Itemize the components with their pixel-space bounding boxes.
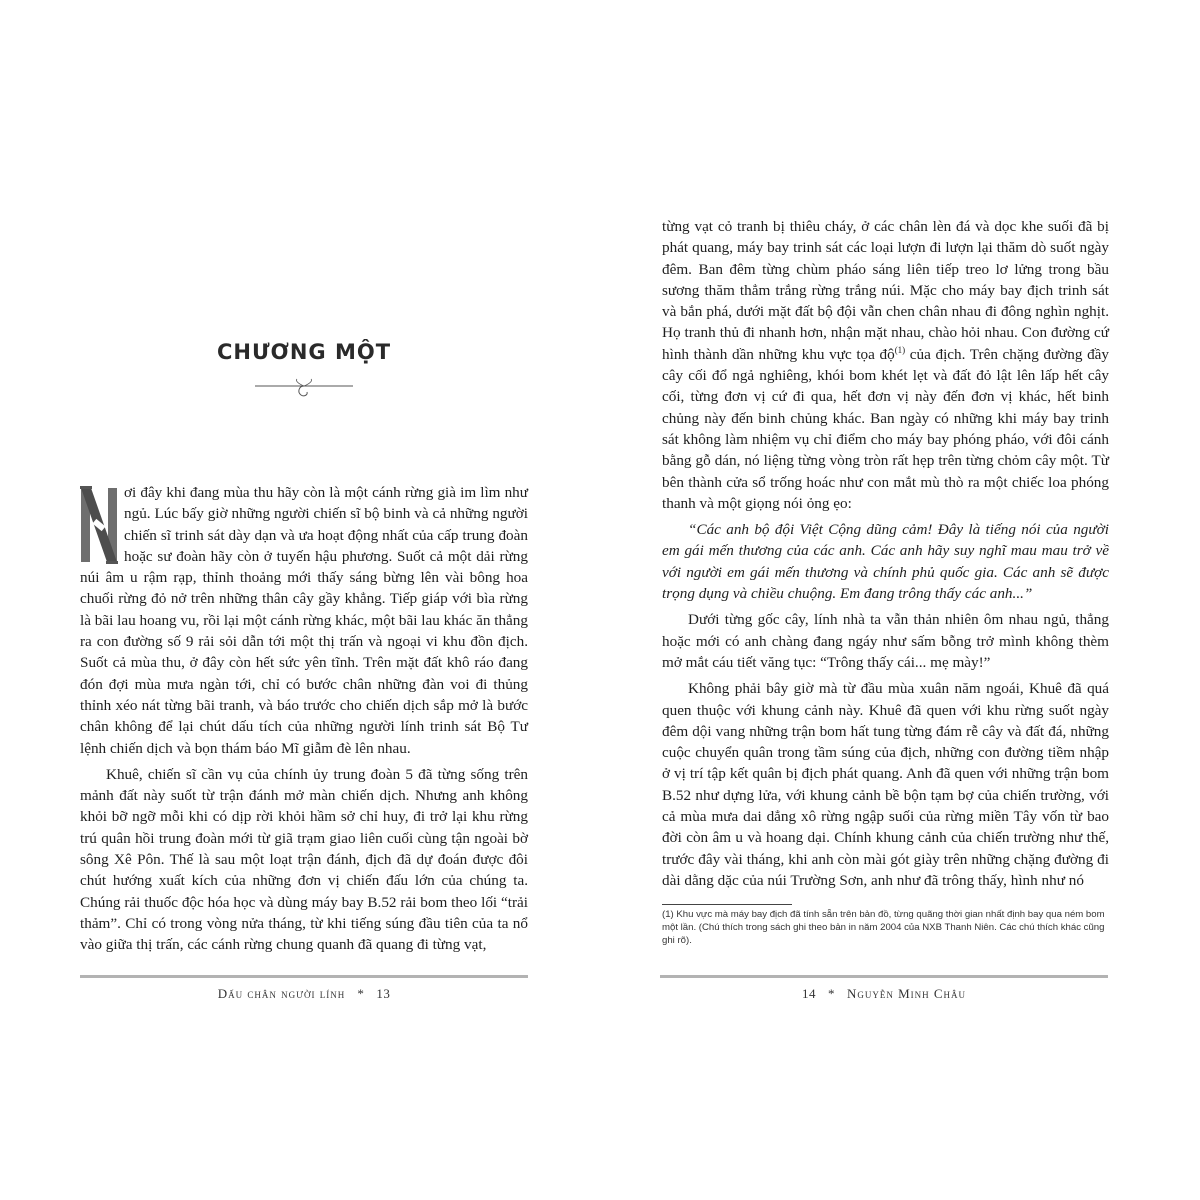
left-body-text bbox=[80, 482, 528, 961]
footer-rule bbox=[660, 975, 1108, 978]
quote-paragraph: “Các anh bộ đội Việt Cộng dũng cảm! Đây là tiếng nói của người em gái mến thương của các anh. Các anh hãy suy nghĩ mau mau trở về với người em gái mến thương và chính phủ quốc gia. Các anh sẽ được trọng dụng và chiều chuộng. Em đang trông thấy các anh...” bbox=[662, 521, 1109, 603]
footer-rule bbox=[80, 975, 528, 978]
right-page bbox=[600, 0, 1200, 1200]
chapter-title: CHƯƠNG MỘT bbox=[216, 340, 392, 364]
right-body-text bbox=[662, 216, 1109, 896]
footer-left bbox=[80, 986, 528, 1002]
separator-star: * bbox=[357, 986, 365, 1001]
paragraph: Không phải bây giờ mà từ đầu mùa xuân năm ngoái, Khuê đã quá quen thuộc với khung cảnh này. Khuê đã quen với khu rừng suốt ngày đêm dội vang những trận bom hất tung từng đám rễ cây và đất đá, những cuộc chuyển quân trong tầm súng của địch, những con đường tiềm nhập ở vị trí tập kết quân bị địch phát quang. Anh đã quen với những trận bom B.52 như dựng lửa, với khung cảnh bề bộn tạm bợ của chiến trường, với cả mùa mưa dai dẳng xô rừng ngập suối của rừng miền Tây vốn từ bao đời còn âm u và hoang dại. Chính khung cảnh của chiến trường như thế, trước đây vài tháng, khi anh còn mài gót giày trên những chặng đường đi dài dằng dặc của núi Trường Sơn, anh như đã trông thấy, hình như nó bbox=[662, 680, 1109, 889]
paragraph: Khuê, chiến sĩ cần vụ của chính ủy trung đoàn 5 đã từng sống trên mảnh đất này suốt từ trận đánh mở màn chiến dịch. Nhưng anh không khỏi bỡ ngỡ mỗi khi có dịp rời khỏi hầm sở chỉ huy, đi trở lại khu rừng trú quân hồi trung đoàn mới từ giã trạm giao liên cuối cùng tận ngoài bờ sông Xê Pôn. Thế là sau một loạt trận đánh, địch đã dự đoán được đôi chút hướng xuất kích của những đơn vị chiến đấu lớn của chúng ta. Chúng rải thuốc độc hóa học và dùng máy bay B.52 rải bom theo lối “trải thảm”. Chỉ có trong vòng nửa tháng, từ khi tiếng súng đầu tiên của ta nổ vào giữa thị trấn, các cánh rừng chung quanh đã quang đi từng vạt, bbox=[80, 765, 528, 954]
page-number: 13 bbox=[376, 986, 391, 1001]
page-number: 14 bbox=[801, 986, 816, 1001]
running-book-title: Dấu chân người lính bbox=[217, 986, 346, 1001]
drop-cap-n-icon bbox=[80, 486, 118, 564]
running-author-name: Nguyễn Minh Châu bbox=[846, 986, 967, 1001]
paragraph: Dưới từng gốc cây, lính nhà ta vẫn thản nhiên ôm nhau ngủ, thẳng hoặc mới có anh chàng đang ngáy như sấm bỗng trở mình không thèm mở mắt cáu tiết văng tục: “Trông thấy cái... mẹ mày!” bbox=[662, 611, 1109, 671]
footnote-rule bbox=[662, 904, 792, 905]
drop-cap bbox=[80, 486, 118, 564]
paragraph: từng vạt cỏ tranh bị thiêu cháy, ở các chân lèn đá và dọc khe suối đã bị phát quang, máy bay trinh sát các loại lượn đi lượn lại thăm dò suốt ngày đêm. Ban đêm từng chùm pháo sáng liên tiếp treo lơ lửng trong bầu sương thăm thẳm trắng rừng trắng núi. Mặc cho máy bay địch trinh sát và bắn phá, dưới mặt đất bộ đội vẫn chen chân nhau đi đông nghìn nghịt. Họ tranh thủ đi nhanh hơn, nhận mặt nhau, chào hỏi nhau. Con đường cứ hình thành dần những khu vực tọa độ$^{(1)}$ của địch. Trên chặng đường đầy cây cối đổ ngả nghiêng, khói bom khét lẹt và đất đỏ lật lên lấp hết cây cối, từng đơn vị cứ đi qua, hết đơn vị này đến đơn vị khác, hết binh chủng này đến binh chủng khác. Ban ngày có những khi máy bay trinh sát không làm nhiệm vụ chỉ điểm cho máy bay phóng pháo, với đôi cánh bằng gỗ dán, nó liệng từng vòng tròn rất hẹp trên từng chỏm cây một. Từ bên thành cửa sổ trống hoác như con mắt mù thò ra một chiếc loa phóng thanh và một giọng nói ỏng ẹo: bbox=[662, 218, 1109, 512]
footer-right bbox=[660, 986, 1108, 1002]
paragraph: ơi đây khi đang mùa thu hãy còn là một cánh rừng già im lìm như ngủ. Lúc bấy giờ những người chiến sĩ bộ binh và cả những người chiến sĩ trinh sát dày dạn và ưa hoạt động nhất của cấp trung đoàn hoặc sư đoàn hãy còn ở tuyến hậu phương. Suốt cả một dải rừng núi âm u rậm rạp, thỉnh thoảng mới thấy sáng bừng lên vài bông hoa chuối rừng đỏ nở trên những thân cây gầy khẳng. Tiếp giáp với bìa rừng là bãi lau hoang vu, rồi lại một cánh rừng khác, một bãi lau khác ăn thẳng ra con đường số 9 rải sỏi dẫn tới một thị trấn và ngoại vi khu đồn địch. Suốt cả mùa thu, ở đây còn hết sức yên tĩnh. Trên mặt đất khô ráo đang đón đợi mùa mưa ngàn tới, chỉ có bước chân những đàn voi đi thủng thỉnh xéo nát từng bãi tranh, và báo trước cho chiến dịch sắp mở là bước chân không để lại chút dấu tích của những người lính trinh sát Bộ Tư lệnh chiến dịch và bọn thám báo Mĩ giẫm đè lên nhau. bbox=[80, 484, 528, 757]
footnote: (1) Khu vực mà máy bay địch đã tính sẵn trên bản đồ, từng quãng thời gian nhất định bay qua ném bom một lần. (Chú thích trong sách ghi theo bản in năm 2004 của NXB Thanh Niên. Các chú thích khác cũng ghi rõ). bbox=[662, 909, 1105, 946]
footnote-reference: (1) bbox=[894, 344, 906, 355]
separator-star: * bbox=[827, 986, 835, 1001]
ornament-divider-icon bbox=[255, 378, 353, 402]
